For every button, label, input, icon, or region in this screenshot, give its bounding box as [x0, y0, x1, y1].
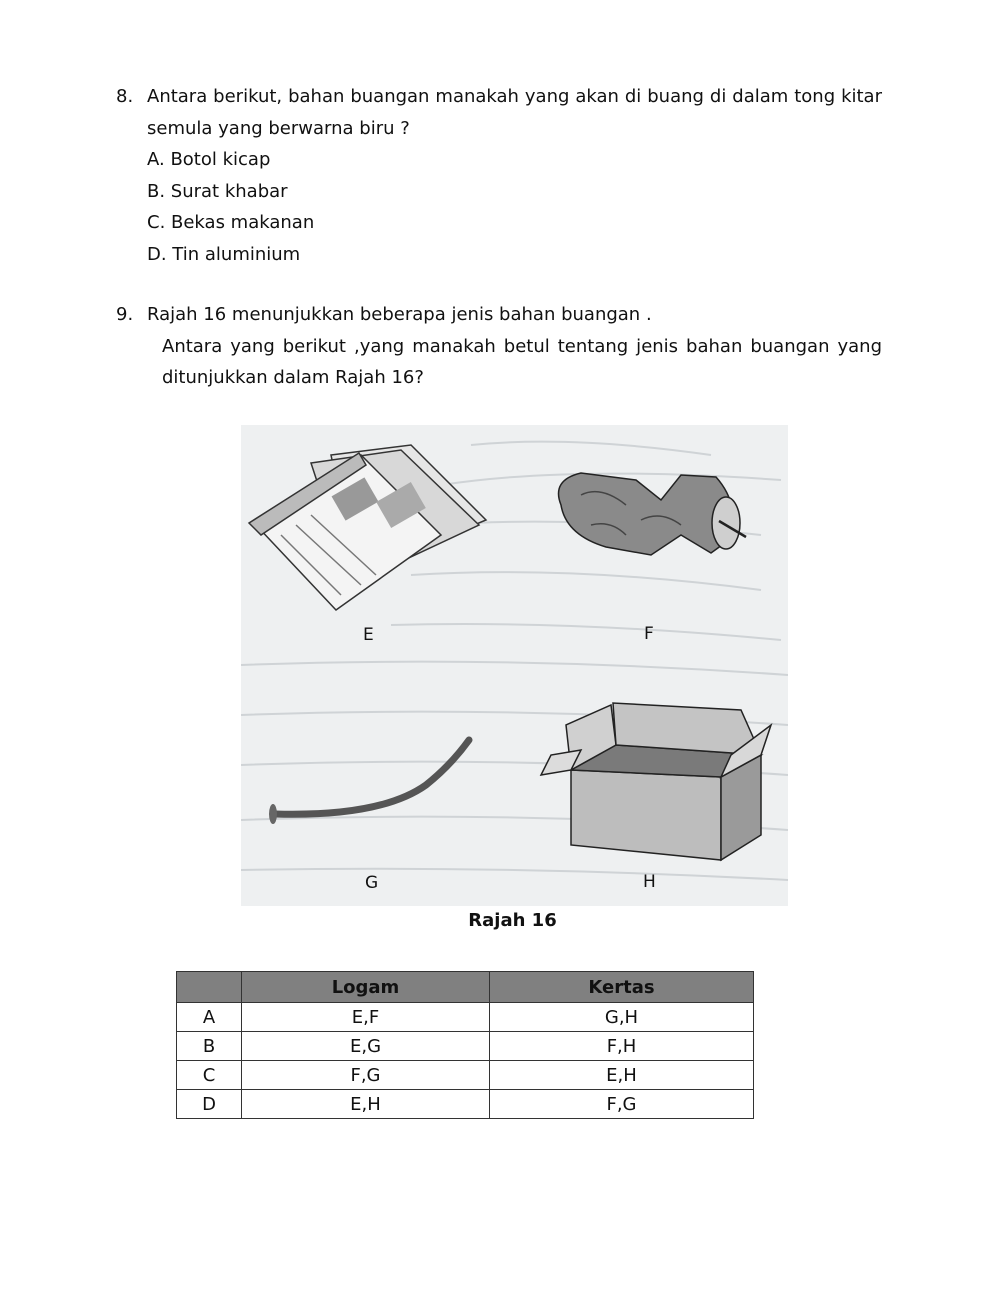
label-f: F	[644, 624, 654, 644]
question-text-line-1: Antara berikut, bahan buangan manakah yang akan di buang di dalam tong kitar	[147, 86, 882, 107]
question-text-line-2: semula yang berwarna biru ?	[147, 117, 410, 139]
row-logam: E,G	[242, 1032, 490, 1061]
header-logam: Logam	[242, 972, 490, 1003]
question-text-line-1: Rajah 16 menunjukkan beberapa jenis bahan buangan .	[147, 304, 652, 325]
option-a[interactable]: A. Botol kicap	[147, 149, 271, 170]
question-number: 8.	[116, 86, 134, 107]
question-stem	[116, 331, 882, 394]
row-kertas: G,H	[490, 1003, 754, 1032]
answer-table	[176, 971, 754, 1119]
row-logam: F,G	[242, 1061, 490, 1090]
cardboard-box-illustration	[541, 703, 771, 860]
figure-drawing	[241, 425, 788, 906]
row-key: D	[177, 1090, 242, 1119]
row-kertas: F,H	[490, 1032, 754, 1061]
table-row[interactable]	[177, 1003, 754, 1032]
option-c[interactable]: C. Bekas makanan	[147, 212, 315, 233]
question-9	[116, 299, 882, 394]
row-logam: E,H	[242, 1090, 490, 1119]
row-logam: E,F	[242, 1003, 490, 1032]
header-blank	[177, 972, 242, 1003]
row-key: A	[177, 1003, 242, 1032]
nail-illustration	[269, 740, 469, 824]
question-number: 9.	[116, 304, 134, 325]
table-row[interactable]	[177, 1090, 754, 1119]
question-8	[116, 81, 882, 270]
newspaper-illustration	[249, 445, 486, 610]
question-text-line-2: Antara yang berikut ,yang manakah betul tentang jenis bahan buangan yang	[162, 335, 882, 357]
label-g: G	[365, 873, 379, 893]
label-e: E	[363, 625, 374, 645]
row-kertas: F,G	[490, 1090, 754, 1119]
option-d[interactable]: D. Tin aluminium	[147, 243, 301, 265]
header-kertas: Kertas	[490, 972, 754, 1003]
row-key: B	[177, 1032, 242, 1061]
crushed-can-illustration	[559, 473, 747, 555]
label-h: H	[643, 872, 656, 892]
row-key: C	[177, 1061, 242, 1090]
table-header-row	[177, 972, 754, 1003]
row-kertas: E,H	[490, 1061, 754, 1090]
table-row[interactable]	[177, 1061, 754, 1090]
option-b[interactable]: B. Surat khabar	[147, 180, 288, 202]
table-row[interactable]	[177, 1032, 754, 1061]
figure-caption: Rajah 16	[468, 910, 557, 931]
question-text-line-3: ditunjukkan dalam Rajah 16?	[162, 367, 424, 388]
figure-rajah-16	[241, 425, 788, 906]
